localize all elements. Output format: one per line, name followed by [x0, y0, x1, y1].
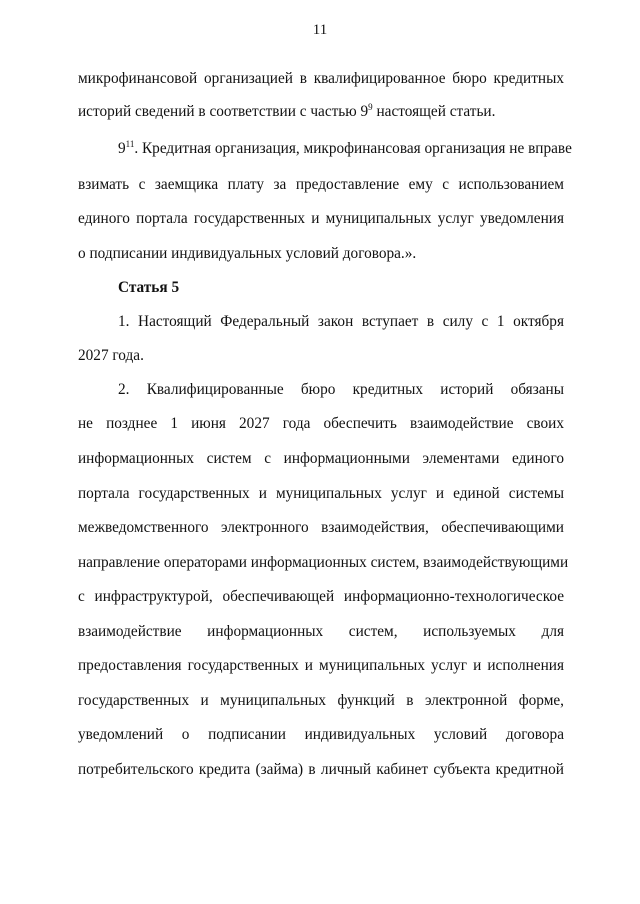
text-line: микрофинансовой организацией в квалифицированное бюро кредитных [78, 70, 564, 87]
text-line: взаимодействие информационных систем, используемых для [78, 623, 564, 640]
text-segment: настоящей статьи. [372, 103, 496, 120]
text-segment: историй сведений в соответствии с частью 9 [78, 103, 369, 120]
superscript: 11 [125, 139, 135, 149]
text-line: государственных и муниципальных функций в электронной форме, [78, 692, 564, 709]
superscript: 9 [368, 102, 373, 112]
text-line: с инфраструктурой, обеспечивающей информационно-технологическое [78, 588, 564, 605]
page-number: 11 [312, 22, 328, 38]
text-line [78, 103, 564, 121]
text-line: уведомлений о подписании индивидуальных условий договора [78, 726, 564, 743]
text-line: 2027 года. [78, 347, 144, 364]
text-line: не позднее 1 июня 2027 года обеспечить взаимодействие своих [78, 415, 564, 432]
text-line [118, 139, 572, 158]
text-line: потребительского кредита (займа) в личный кабинет субъекта кредитной [78, 761, 564, 778]
text-line: межведомственного электронного взаимодействия, обеспечивающими [78, 519, 564, 536]
text-line: единого портала государственных и муниципальных услуг уведомления [78, 210, 564, 227]
text-line: предоставления государственных и муниципальных услуг и исполнения [78, 657, 564, 674]
text-segment: 9 [118, 140, 126, 157]
text-line: портала государственных и муниципальных услуг и единой системы [78, 485, 564, 502]
text-segment: . Кредитная организация, микрофинансовая организация не вправе [134, 140, 572, 157]
article-heading: Статья 5 [118, 279, 180, 296]
text-line: направление операторами информационных систем, взаимодействующими [78, 554, 569, 571]
text-line: 2. Квалифицированные бюро кредитных историй обязаны [118, 381, 564, 398]
text-line: взимать с заемщика плату за предоставление ему с использованием [78, 176, 564, 193]
text-line: о подписании индивидуальных условий договора.». [78, 245, 417, 262]
text-line: информационных систем с информационными элементами единого [78, 450, 564, 467]
text-line: 1. Настоящий Федеральный закон вступает в силу с 1 октября [118, 313, 564, 330]
